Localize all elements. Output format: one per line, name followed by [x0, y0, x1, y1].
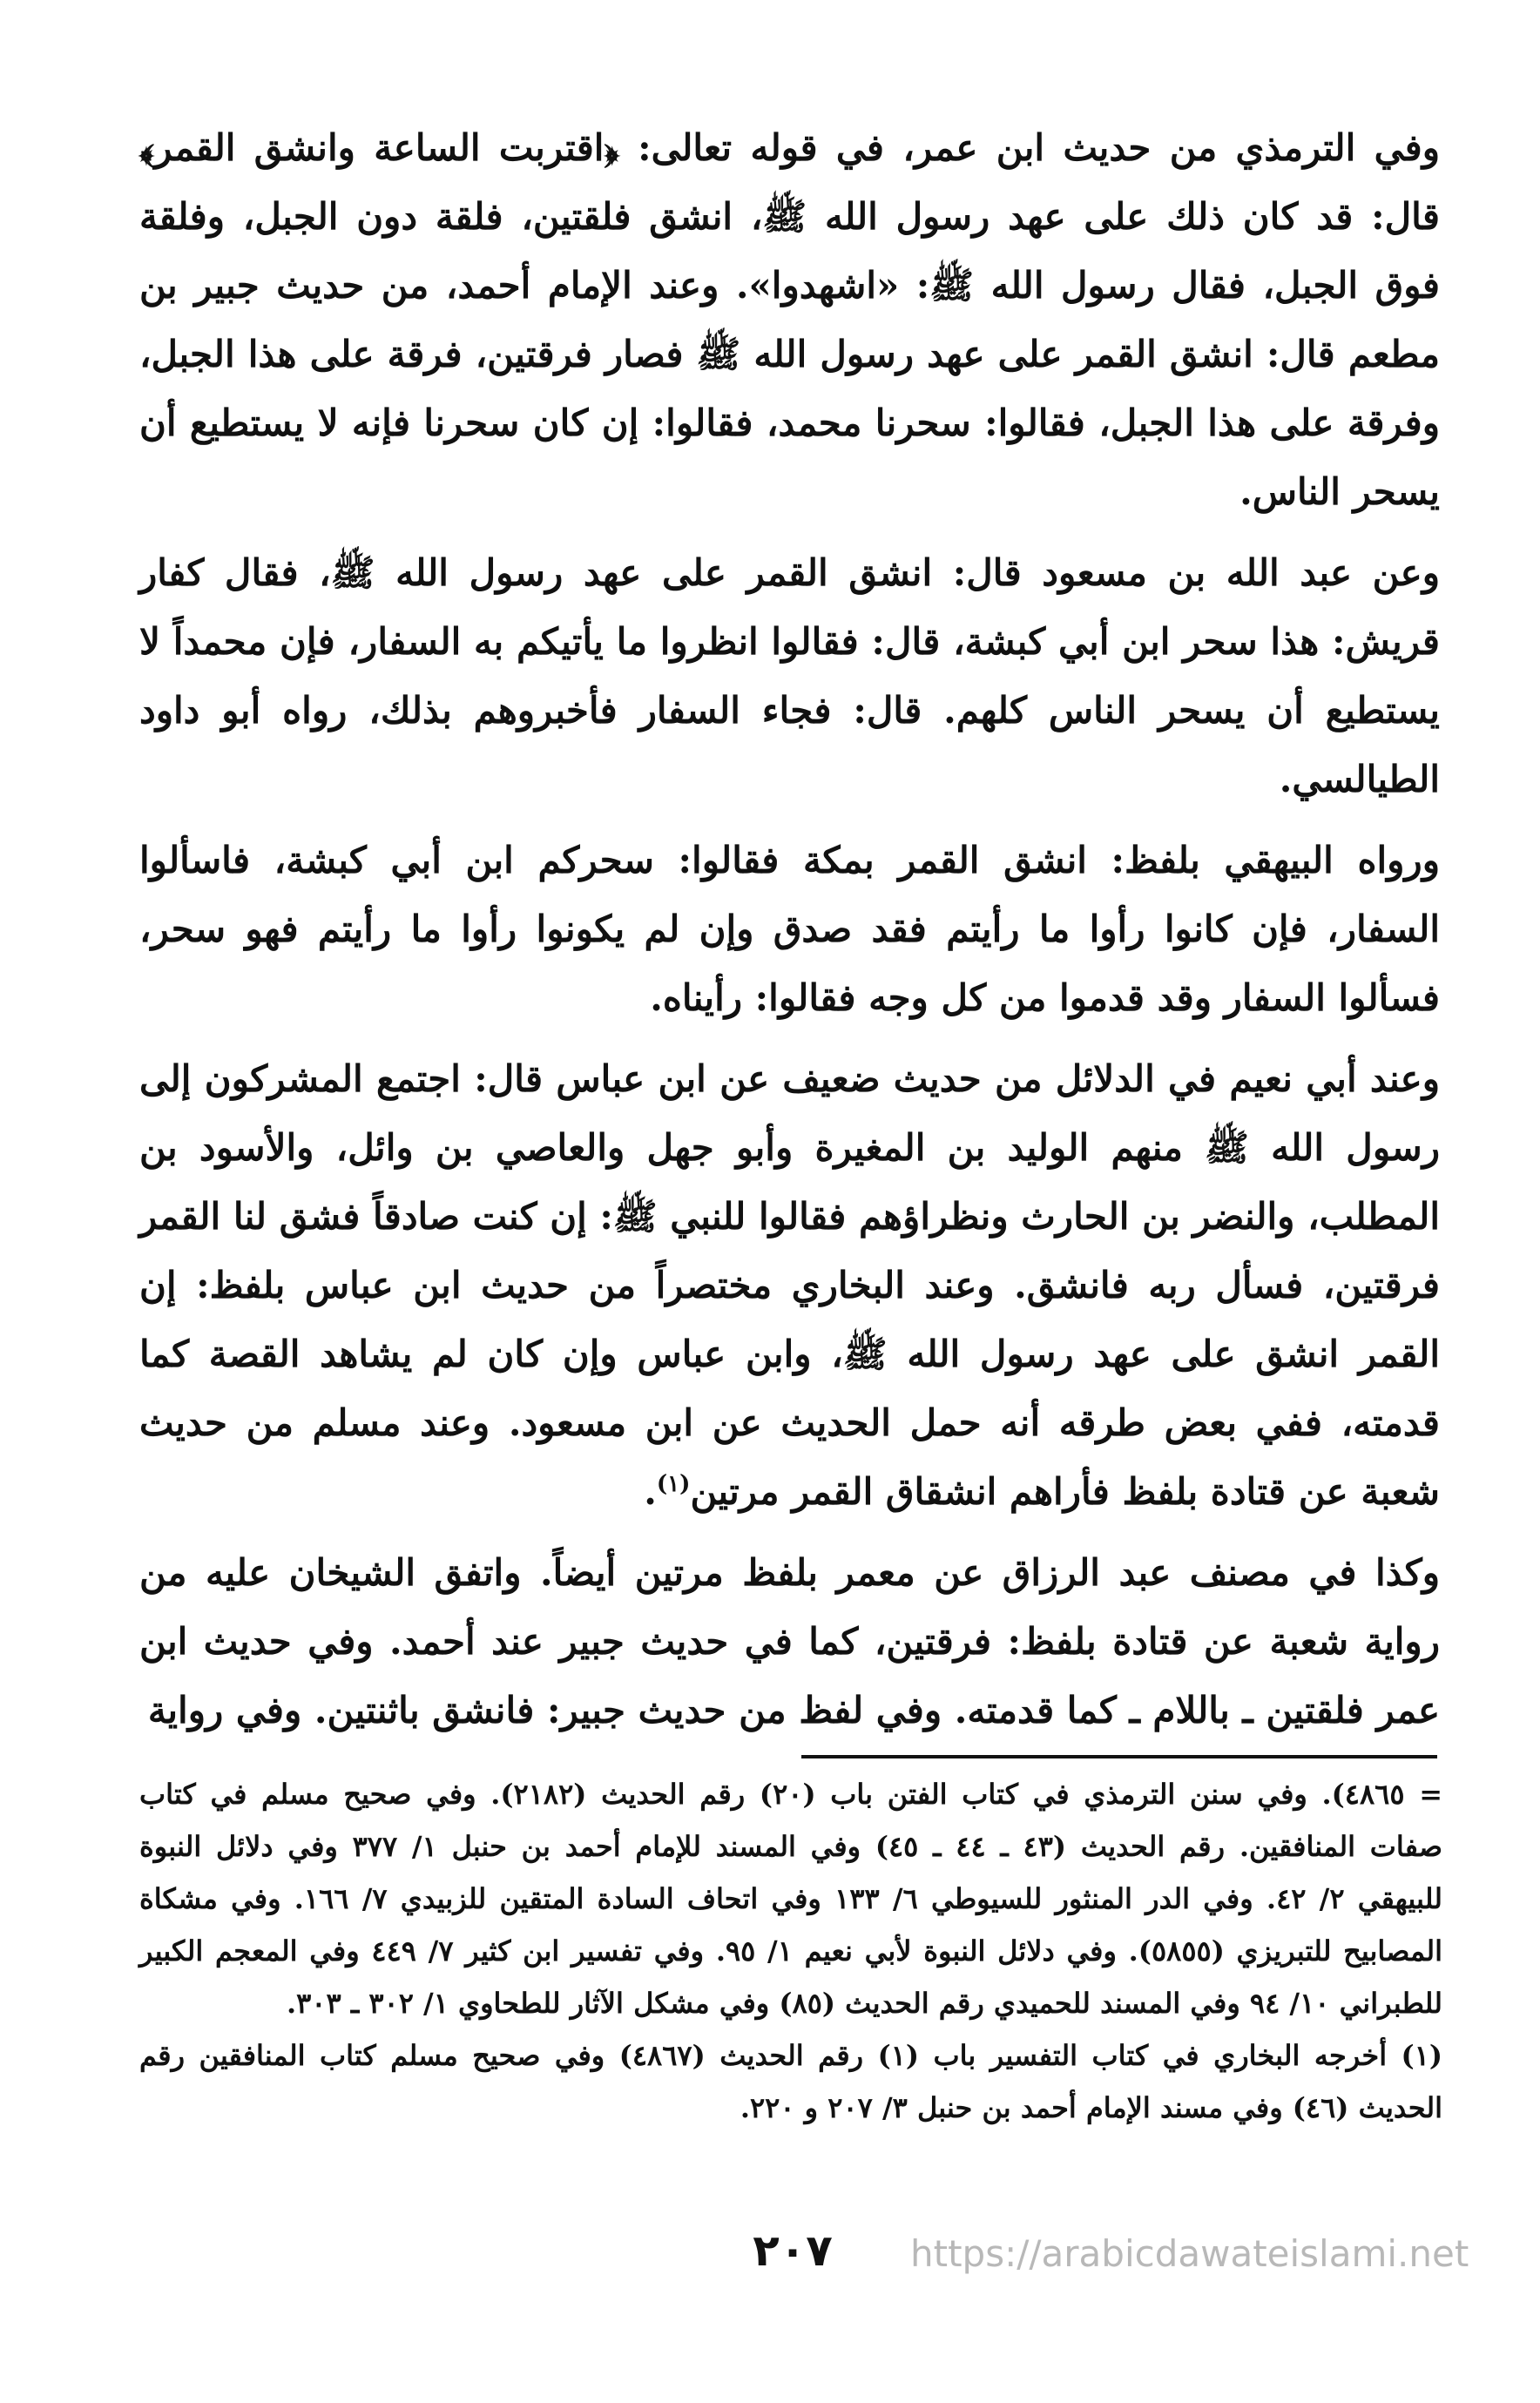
- page-number: ٢٠٧: [753, 2225, 833, 2276]
- footnote-continuation: = ٤٨٦٥). وفي سنن الترمذي في كتاب الفتن باب (٢٠) رقم الحديث (٢١٨٢). وفي صحيح مسلم في كتاب صفات المنافقين. رقم الحديث (٤٣ ـ ٤٤ ـ ٤٥) وفي المسند للإمام أحمد بن حنبل ١/ ٣٧٧ وفي دلائل النبوة للبيهقي ٢/ ٤٢. وفي الدر المنثور للسيوطي ٦/ ١٣٣ وفي اتحاف السادة المتقين للزبيدي ٧/ ١٦٦. وفي مشكاة المصابيح للتبريزي (٥٨٥٥). وفي دلائل النبوة لأبي نعيم ١/ ٩٥. وفي تفسير ابن كثير ٧/ ٤٤٩ وفي المعجم الكبير للطبراني ١٠/ ٩٤ وفي المسند للحميدي رقم الحديث (٨٥) وفي مشكل الآثار للطحاوي ١/ ٣٠٢ ـ ٣٠٣.: [139, 1778, 1443, 2020]
- paragraph: وفي الترمذي من حديث ابن عمر، في قوله تعالى: ﴿اقتربت الساعة وانشق القمر﴾ قال: قد كان ذلك على عهد رسول الله ﷺ، انشق فلقتين، فلقة دون الجبل، وفلقة فوق الجبل، فقال رسول الله ﷺ: «اشهدوا». وعند الإمام أحمد، من حديث جبير بن مطعم قال: انشق القمر على عهد رسول الله ﷺ فصار فرقتين، فرقة على هذا الجبل، وفرقة على هذا الجبل، فقالوا: سحرنا محمد، فقالوا: إن كان سحرنا فإنه لا يستطيع أن يسحر الناس.: [139, 126, 1440, 513]
- footnote-separator: [801, 1755, 1437, 1758]
- paragraph: وعن عبد الله بن مسعود قال: انشق القمر على عهد رسول الله ﷺ، فقال كفار قريش: هذا سحر ابن أبي كبشة، قال: فقالوا انظروا ما يأتيكم به السفار، فإن محمداً لا يستطيع أن يسحر الناس كلهم. قال: فجاء السفار فأخبروهم بذلك، رواه أبو داود الطيالسي.: [139, 551, 1440, 800]
- paragraph: وكذا في مصنف عبد الرزاق عن معمر بلفظ مرتين أيضاً. واتفق الشيخان عليه من رواية شعبة عن قتادة بلفظ: فرقتين، كما في حديث جبير عند أحمد. وفي حديث ابن عمر فلقتين ـ باللام ـ كما قدمته. وفي لفظ من حديث جبير: فانشق باثنتين. وفي رواية: [139, 1551, 1440, 1731]
- paragraph: ورواه البيهقي بلفظ: انشق القمر بمكة فقالوا: سحركم ابن أبي كبشة، فاسألوا السفار، فإن كانوا رأوا ما رأيتم فقد صدق وإن لم يكونوا رأوا ما رأيتم فهو سحر، فسألوا السفار وقد قدموا من كل وجه فقالوا: رأيناه.: [139, 839, 1440, 1019]
- main-text: [139, 113, 1440, 1757]
- footnote-reference: (١): [656, 1471, 691, 1497]
- paragraph-with-footnote: [139, 1044, 1440, 1526]
- paragraph-text: وعند أبي نعيم في الدلائل من حديث ضعيف عن ابن عباس قال: اجتمع المشركون إلى رسول الله ﷺ منهم الوليد بن المغيرة وأبو جهل والعاصي بن وائل، والأسود بن المطلب، والنضر بن الحارث ونظراؤهم فقالوا للنبي ﷺ: إن كنت صادقاً فشق لنا القمر فرقتين، فسأل ربه فانشق. وعند البخاري مختصراً من حديث ابن عباس بلفظ: إن القمر انشق على عهد رسول الله ﷺ، وابن عباس وإن كان لم يشاهد القصة كما قدمته، ففي بعض طرقه أنه حمل الحديث عن ابن مسعود. وعند مسلم من حديث شعبة عن قتادة بلفظ فأراهم انشقاق القمر مرتين: [139, 1057, 1440, 1513]
- paragraph-end: .: [644, 1470, 657, 1513]
- watermark: https://arabicdawateislami.net: [910, 2232, 1469, 2275]
- footnotes: [139, 1768, 1442, 2134]
- footnote-1: (١) أخرجه البخاري في كتاب التفسير باب (١) رقم الحديث (٤٨٦٧) وفي صحيح مسلم كتاب المنافقين رقم الحديث (٤٦) وفي مسند الإمام أحمد بن حنبل ٣/ ٢٠٧ و ٢٢٠.: [139, 2039, 1443, 2124]
